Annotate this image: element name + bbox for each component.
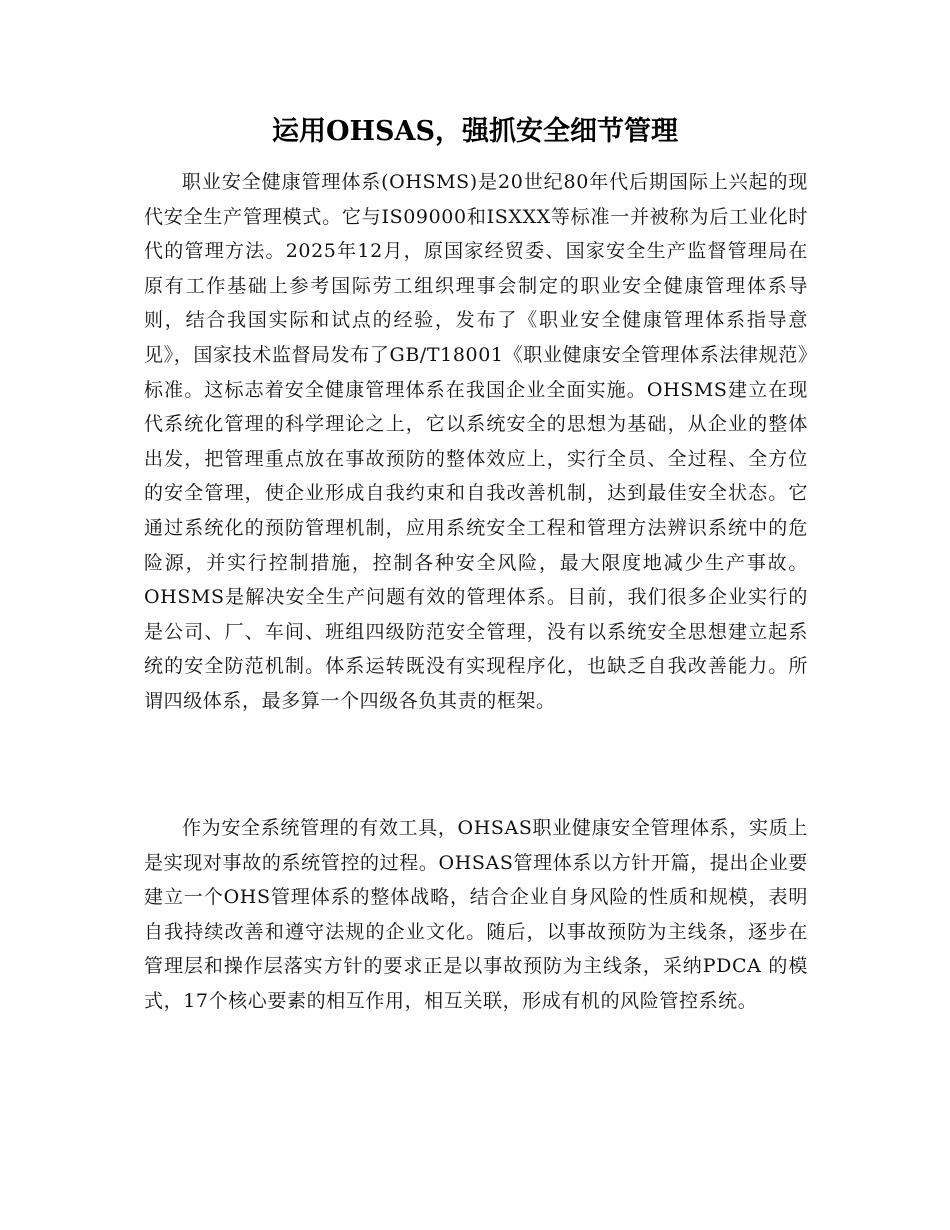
paragraph-2: 作为安全系统管理的有效工具，OHSAS职业健康安全管理体系，实质上是实现对事故的系统管控的过程。OHSAS管理体系以方针开篇，提出企业要建立一个OHS管理体系的整体战略，结合企业自身风险的性质和规模，表明自我持续改善和遵守法规的企业文化。随后，以事故预防为主线条，逐步在管理层和操作层落实方针的要求正是以事故预防为主线条，采纳PDCA 的模式，17个核心要素的相互作用，相互关联，形成有机的风险管控系统。 (144, 817, 808, 1012)
document-title: 运用OHSAS，强抓安全细节管理 (272, 116, 678, 147)
paragraph-1: 职业安全健康管理体系(OHSMS)是20世纪80年代后期国际上兴起的现代安全生产管理模式。它与IS09000和ISXXX等标准一并被称为后工业化时代的管理方法。2025年12月，原国家经贸委、国家安全生产监督管理局在原有工作基础上参考国际劳工组织理事会制定的职业安全健康管理体系导则，结合我国实际和试点的经验，发布了《职业安全健康管理体系指导意见》，国家技术监督局发布了GB/T18001《职业健康安全管理体系法律规范》标准。这标志着安全健康管理体系在我国企业全面实施。OHSMS建立在现代系统化管理的科学理论之上，它以系统安全的思想为基础，从企业的整体出发，把管理重点放在事故预防的整体效应上，实行全员、全过程、全方位的安全管理，使企业形成自我约束和自我改善机制，达到最佳安全状态。它通过系统化的预防管理机制，应用系统安全工程和管理方法辨识系统中的危险源，并实行控制措施，控制各种安全风险，最大限度地减少生产事故。OHSMS是解决安全生产问题有效的管理体系。目前，我们很多企业实行的是公司、厂、车间、班组四级防范安全管理，没有以系统安全思想建立起系统的安全防范机制。体系运转既没有实现程序化，也缺乏自我改善能力。所谓四级体系，最多算一个四级各负其责的框架。 (144, 171, 808, 712)
